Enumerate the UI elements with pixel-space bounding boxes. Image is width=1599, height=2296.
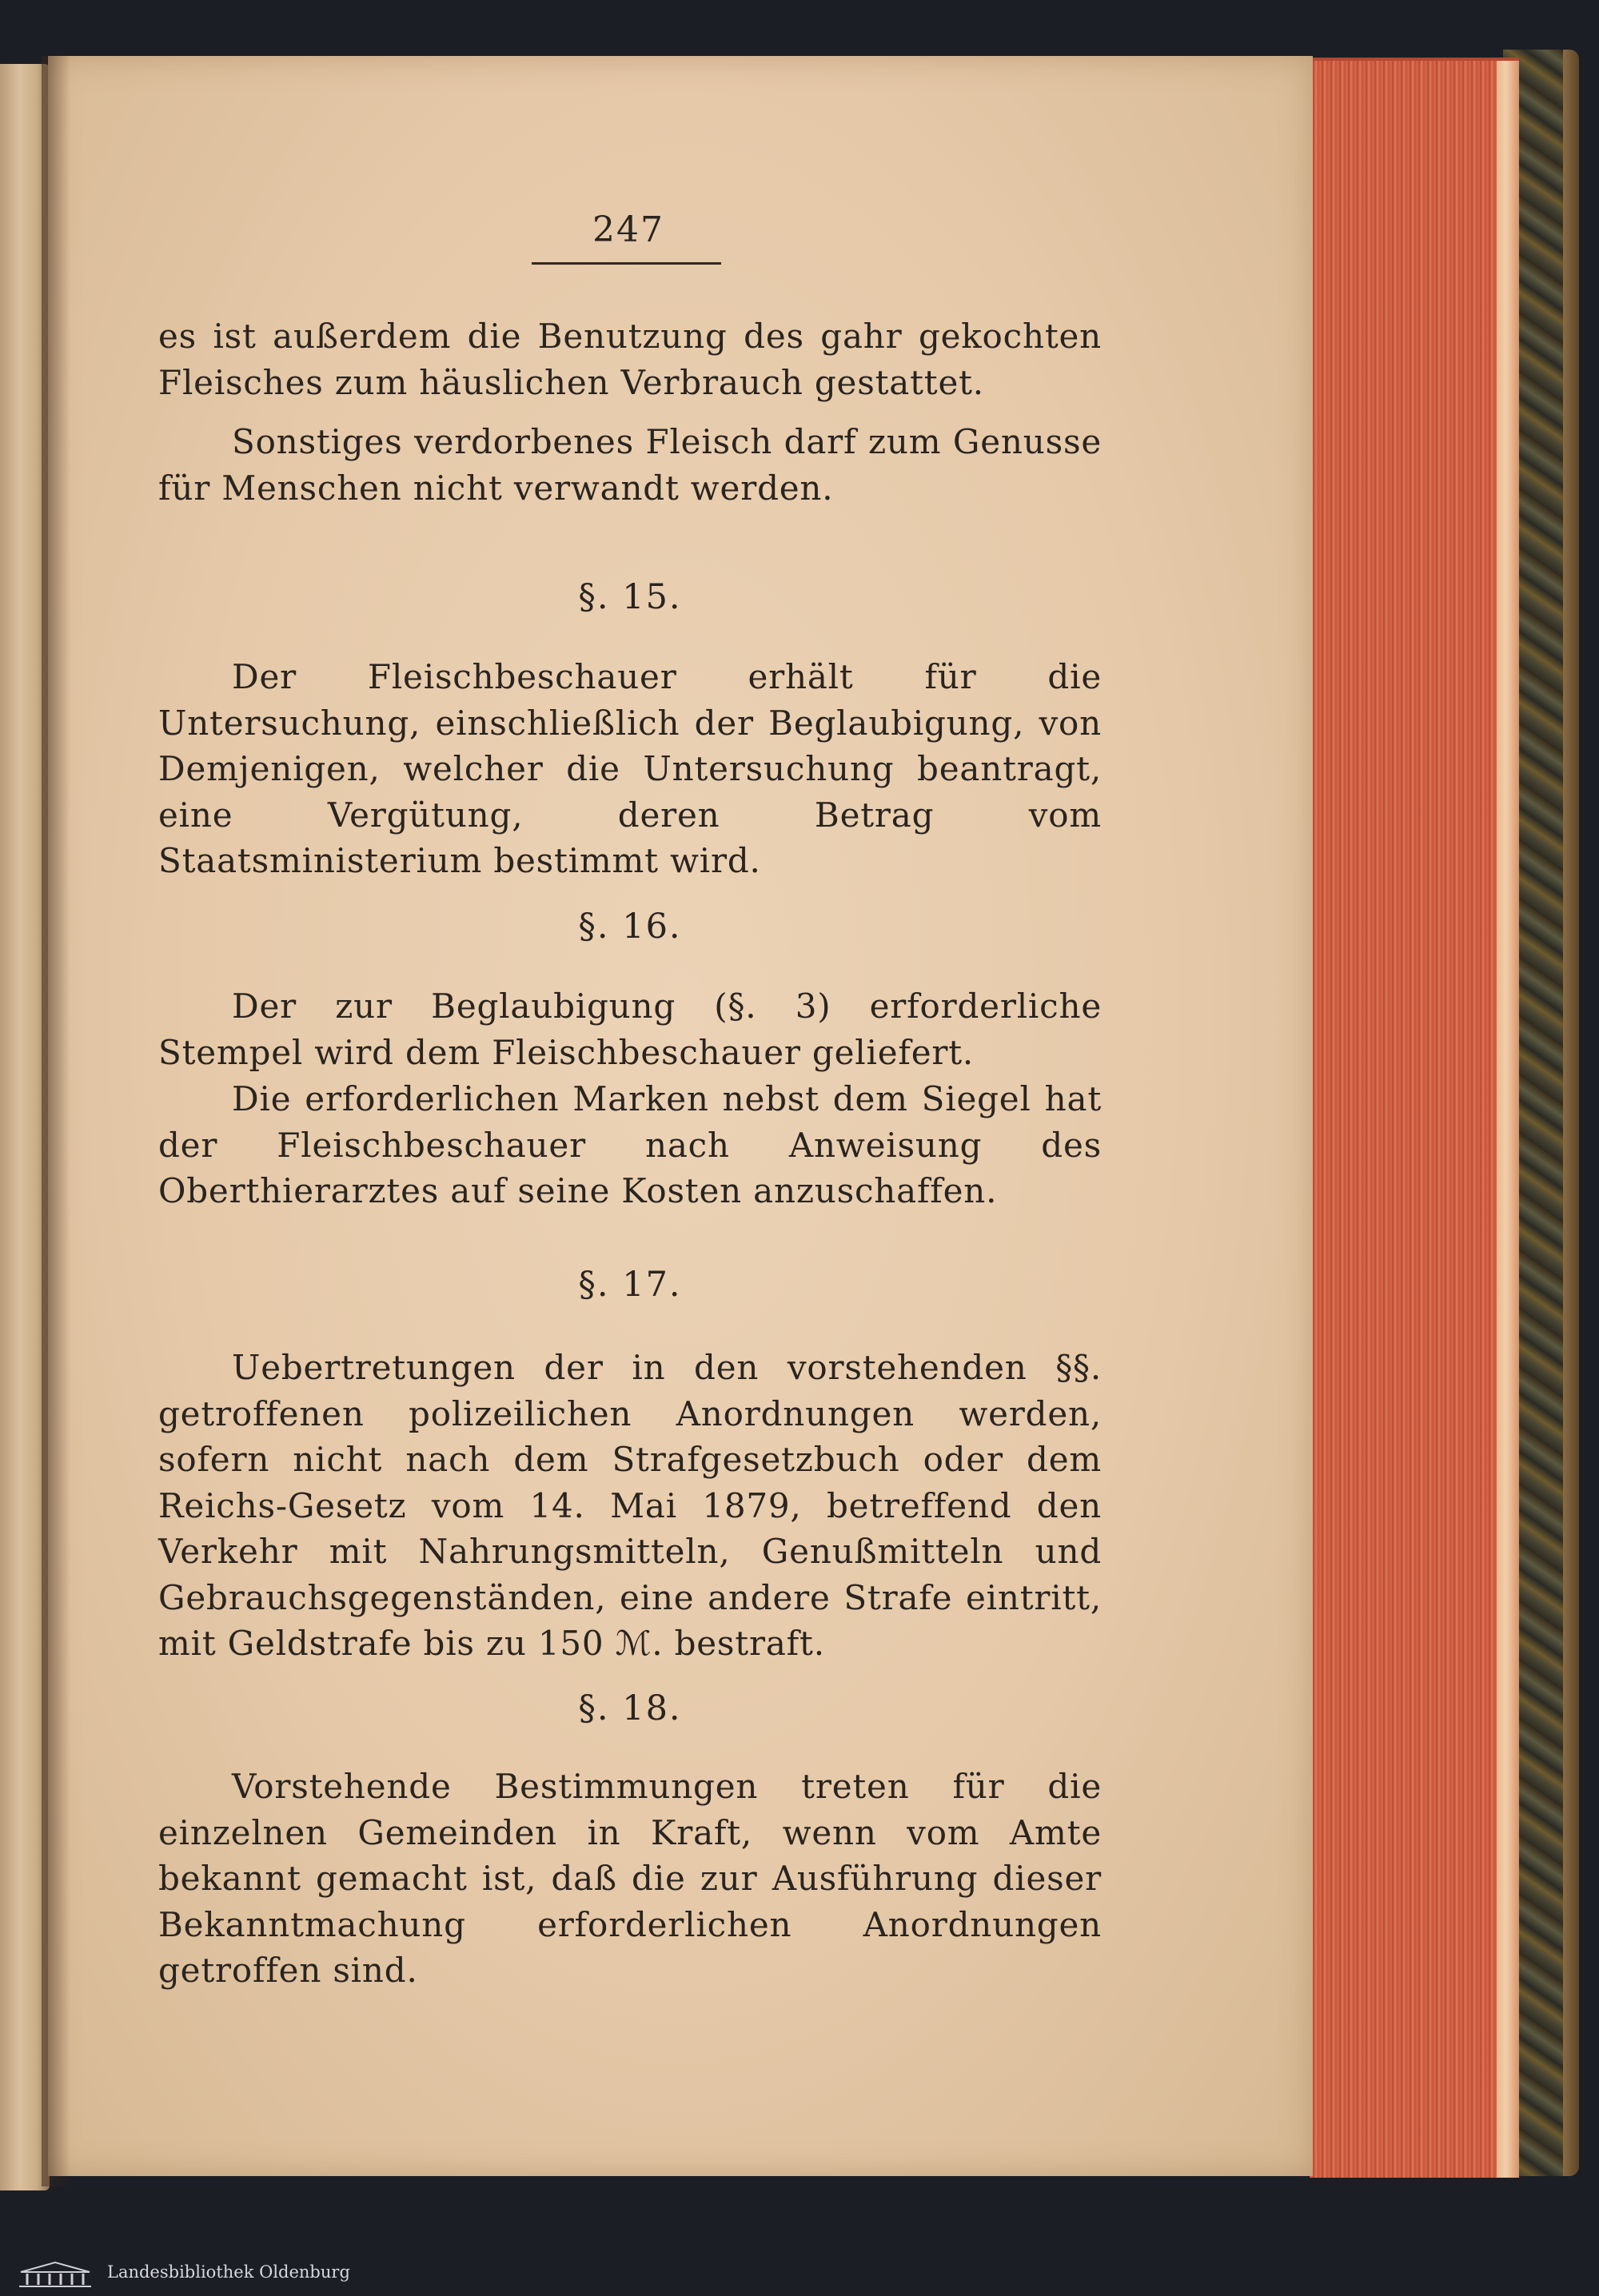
cover-board-edge [1563,50,1579,2176]
paragraph-1: es ist außerdem die Benutzung des gahr gekochten Fleisches zum häuslichen Verbrauch gestattet. [158,317,1102,402]
section-heading-18: §. 18. [578,1688,682,1728]
paragraph-4: Der zur Beglaubigung (§. 3) erforderliche Stempel wird dem Fleischbeschauer geliefert. [158,987,1102,1072]
paragraph-6: Uebertretungen der in den vorstehenden §§. getroffenen polizeilichen Anordnungen werden, sofern nicht nach dem Strafgesetzbuch oder dem Reichs-Gesetz vom 14. Mai 1879, betreffend den Verkehr mit Nahrungsmitteln, Genußmitteln und Gebrauchsgegenständen, eine andere Strafe eintritt, mit Geldstrafe bis zu 150 ℳ. bestraft. [158,1348,1102,1663]
page-block-red-edge [1310,58,1519,2178]
section-heading-17: §. 17. [578,1265,682,1305]
paragraph-5: Die erforderlichen Marken nebst dem Siegel hat der Fleischbeschauer nach Anweisung des Oberthierarztes auf seine Kosten anzuschaffen. [158,1079,1102,1210]
gutter-shadow [42,56,70,2186]
section-heading-16: §. 16. [578,907,682,947]
page-number: 247 [592,209,664,250]
paragraph-2: Sonstiges verdorbenes Fleisch darf zum Genusse für Menschen nicht verwandt werden. [158,422,1102,508]
paragraph-7: Vorstehende Bestimmungen treten für die einzelnen Gemeinden in Kraft, wenn vom Amte bekannt gemacht ist, daß die zur Ausführung dieser Bekanntmachung erforderlichen Anordnungen getroffen sind. [158,1767,1102,1990]
page-number-rule [532,262,721,265]
library-name: Landesbibliothek Oldenburg [107,2262,350,2282]
section-heading-15: §. 15. [578,577,682,617]
paragraph-3: Der Fleischbeschauer erhält für die Untersuchung, einschließlich der Beglaubigung, von Demjenigen, welcher die Untersuchung beantragt, eine Vergütung, deren Betrag vom Staatsministerium bestimmt wird. [158,657,1102,880]
footer-bar [0,2253,1599,2296]
library-building-icon [14,2259,96,2290]
